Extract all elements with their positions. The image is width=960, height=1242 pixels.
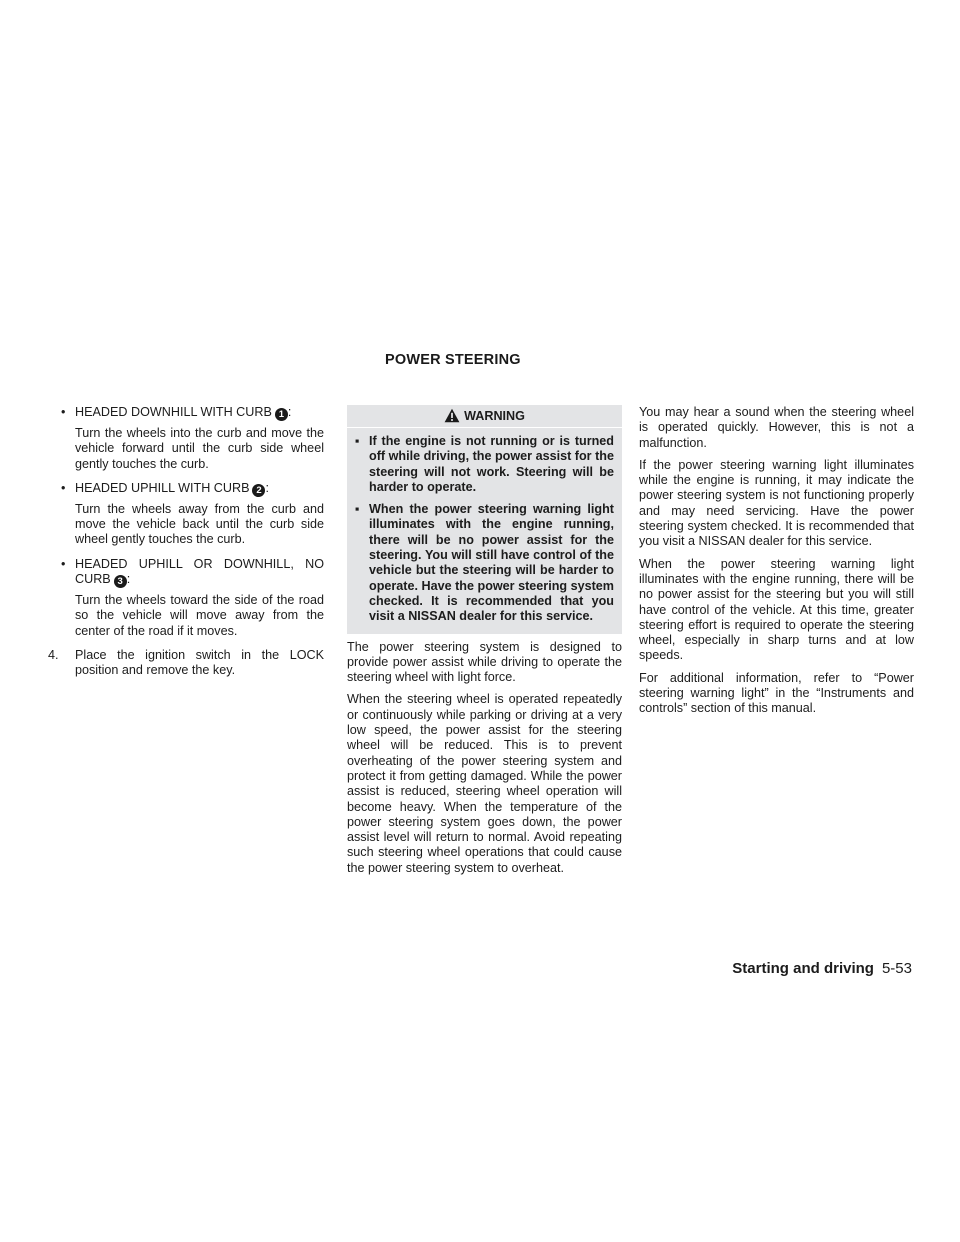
page-number: 5-53 — [881, 960, 912, 977]
left-column — [48, 405, 324, 679]
bullet-downhill-curb: • HEADED DOWNHILL WITH CURB 1 : — [61, 405, 292, 420]
bullet-label: HEADED UPHILL OR DOWNHILL, NO CURB — [75, 556, 324, 587]
paragraph: For additional information, refer to “Power steering warning light” in the “Instruments and controls” section of this manual. — [639, 670, 914, 716]
warning-triangle-icon — [444, 408, 460, 423]
bullet-dot-icon: • — [61, 480, 66, 495]
paragraph: You may hear a sound when the steering wheel is operated quickly. However, this is not a malfunction. — [639, 405, 914, 450]
chapter-name: Starting and driving — [732, 960, 874, 977]
step-number: 4. — [48, 647, 59, 662]
section-title: POWER STEERING — [385, 352, 521, 368]
bullet-body: Turn the wheels into the curb and move the vehicle forward until the curb side wheel gently touches the curb. — [75, 426, 324, 471]
callout-1-icon: 1 — [275, 408, 288, 421]
callout-3-icon: 3 — [114, 575, 127, 588]
warning-item: ▪ If the engine is not running or is turned off while driving, the power assist for the steering will not work. Steering will be harder to operate. — [355, 434, 614, 494]
bullet-label: HEADED UPHILL WITH CURB — [75, 480, 250, 495]
paragraph: If the power steering warning light illuminates while the engine is running, it may indicate the power steering system is not functioning properly and may need servicing. Have the power steering system checked. It is recommended that you visit a NISSAN dealer for this service. — [639, 457, 914, 549]
bullet-uphill-curb: • HEADED UPHILL WITH CURB 2 : — [61, 480, 269, 496]
middle-column — [347, 405, 622, 883]
bullet-body: Turn the wheels toward the side of the road so the vehicle will move away from the center of the road if it moves. — [75, 593, 324, 638]
warning-header — [347, 405, 622, 428]
bullet-label: HEADED DOWNHILL WITH CURB — [75, 405, 272, 419]
step-4 — [48, 648, 324, 679]
page-footer — [0, 960, 912, 977]
right-column — [639, 405, 914, 724]
bullet-no-curb: • HEADED UPHILL OR DOWNHILL, NO CURB 3 : — [61, 556, 324, 588]
warning-item: ▪ When the power steering warning light illuminates with the engine running, there will be no power assist for the steering. You will still have control of the vehicle but the steering will be harder to operate. Have the power steering system checked. It is recommended that you visit a NISSAN dealer for this service. — [355, 502, 614, 624]
callout-2-icon: 2 — [252, 484, 265, 497]
step-text: Place the ignition switch in the LOCK position and remove the key. — [75, 647, 324, 678]
warning-title: WARNING — [464, 409, 525, 423]
warning-box — [347, 405, 622, 634]
paragraph: The power steering system is designed to provide power assist while driving to operate the steering wheel with light force. — [347, 639, 622, 685]
bullet-dot-icon: • — [61, 556, 66, 571]
bullet-dot-icon: • — [61, 405, 66, 419]
paragraph: When the power steering warning light illuminates with the engine running, there will be no power assist for the steering but you will still have control of the vehicle. At this time, greater steering effort is required to operate the steering wheel, especially in sharp turns and at low speeds. — [639, 556, 914, 663]
bullet-square-icon: ▪ — [355, 434, 360, 448]
bullet-body: Turn the wheels away from the curb and move the vehicle back until the curb side wheel gently touches the curb. — [75, 501, 324, 547]
bullet-square-icon: ▪ — [355, 502, 360, 517]
paragraph: When the steering wheel is operated repeatedly or continuously while parking or driving at a very low speed, the power assist for the steering wheel will be reduced. This is to prevent overheating of the power steering system and protect it from getting damaged. While the power assist is reduced, steering wheel operation will become heavy. When the temperature of the power steering system goes down, the power assist level will return to normal. Avoid repeating such steering wheel operations that could cause the power steering system to overheat. — [347, 692, 622, 875]
